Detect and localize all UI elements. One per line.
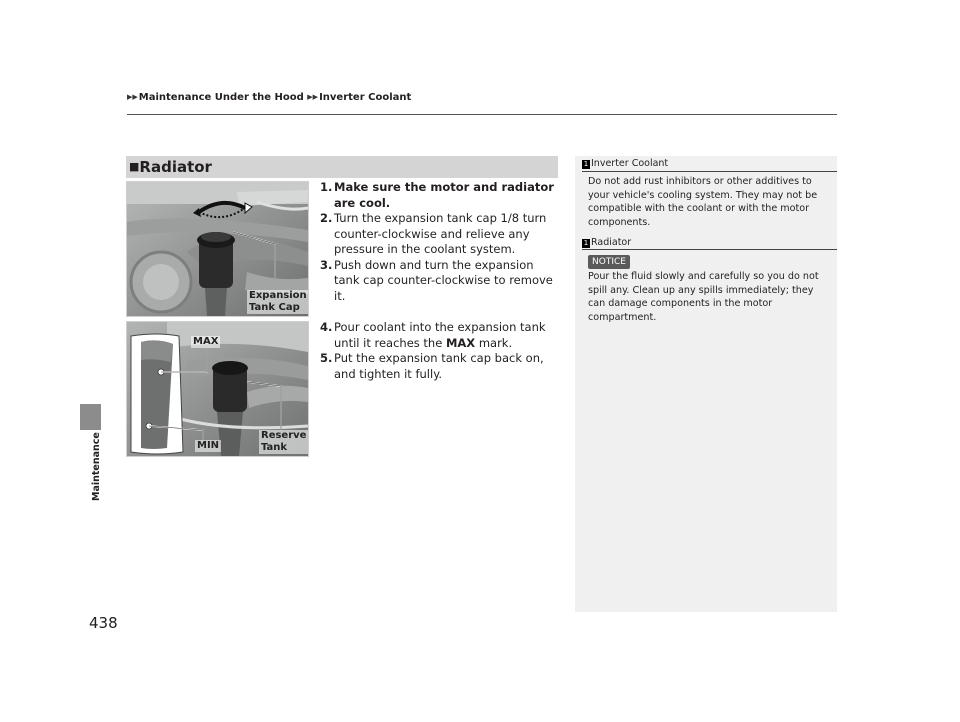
step-4: 4. Pour coolant into the expansion tank until it reaches the MAX mark. [320, 320, 546, 350]
note-radiator-heading: 1 Radiator [583, 237, 632, 248]
section-square-icon: ■ [129, 160, 140, 173]
note-inverter-coolant-text: Do not add rust inhibitors or other additives to your vehicle's cooling system. They may not be compatible with the coolant or with the motor components. [588, 176, 818, 228]
notes-column [575, 156, 837, 612]
note-reference-icon: 1 [583, 160, 589, 168]
figure-expansion-tank-cap [126, 181, 309, 317]
breadcrumb-arrow-icon: ▶▶ [127, 93, 138, 101]
callout-min-mark: MIN [197, 440, 220, 451]
figure-reserve-tank [126, 321, 309, 457]
chapter-tab-marker [80, 404, 101, 430]
callout-reserve-tank: Reserve Tank [261, 430, 307, 453]
note-inverter-coolant-heading: 1 Inverter Coolant [583, 158, 669, 169]
procedure-steps [320, 180, 560, 382]
section-heading [126, 156, 558, 178]
note-radiator-text: Pour the fluid slowly and carefully so you do not spill any. Clean up any spills immediately; they can damage components in the motor compartment. [588, 271, 819, 323]
step-1: 1. Make sure the motor and radiator are cool. [320, 180, 554, 210]
chapter-side-label: Maintenance [91, 432, 102, 501]
breadcrumb [127, 92, 411, 103]
note-divider [582, 249, 837, 250]
breadcrumb-arrow-icon: ▶▶ [307, 93, 319, 101]
section-title: Radiator [139, 158, 212, 176]
step-5: 5. Put the expansion tank cap back on, and tighten it fully. [320, 351, 544, 381]
step-2: 2. Turn the expansion tank cap 1/8 turn counter-clockwise and relieve any pressure in the coolant system. [320, 211, 547, 256]
callout-max-mark: MAX [193, 336, 219, 347]
note-divider [582, 171, 837, 172]
breadcrumb-item-maintenance-under-hood[interactable]: Maintenance Under the Hood [138, 92, 304, 103]
note-reference-icon: 1 [583, 239, 589, 247]
callout-expansion-tank-cap: Expansion Tank Cap [249, 290, 307, 313]
step-3: 3. Push down and turn the expansion tank cap counter-clockwise to remove it. [320, 257, 553, 303]
page-number: 438 [89, 614, 118, 632]
header-divider [127, 114, 837, 115]
notice-badge: NOTICE [588, 255, 630, 269]
breadcrumb-item-inverter-coolant[interactable]: Inverter Coolant [319, 92, 412, 103]
